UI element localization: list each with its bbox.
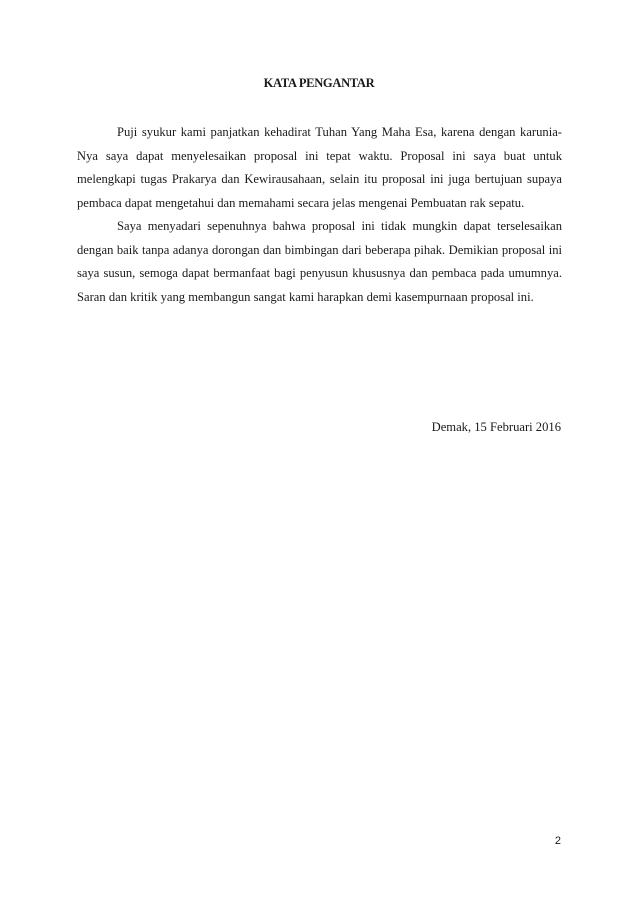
paragraph-1: Puji syukur kami panjatkan kehadirat Tuhan Yang Maha Esa, karena dengan karunia-Nya saya dapat menyelesaikan proposal ini tepat waktu. Proposal ini saya buat untuk melengkapi tugas Prakarya dan Kewirausahaan, selain itu proposal ini juga bertujuan supaya pembaca dapat mengetahui dan memahami secara jelas mengenai Pembuatan rak sepatu.: [77, 125, 562, 210]
paragraph-2: Saya menyadari sepenuhnya bahwa proposal ini tidak mungkin dapat terselesaikan dengan baik tanpa adanya dorongan dan bimbingan dari beberapa pihak. Demikian proposal ini saya susun, semoga dapat bermanfaat bagi penyusun khususnya dan pembaca pada umumnya. Saran dan kritik yang membangun sangat kami harapkan demi kasempurnaan proposal ini.: [77, 219, 562, 304]
page-title: KATA PENGANTAR: [263, 76, 375, 90]
page-number: 2: [554, 835, 561, 847]
place-date: Demak, 15 Februari 2016: [431, 420, 561, 434]
body-text: [77, 121, 562, 309]
